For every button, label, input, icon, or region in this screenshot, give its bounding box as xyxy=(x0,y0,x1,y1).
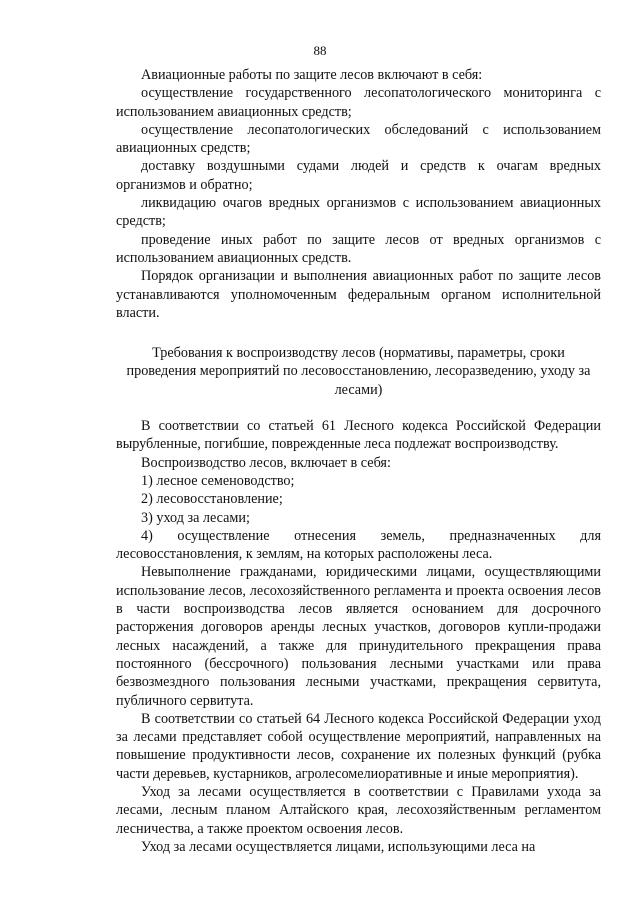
paragraph: доставку воздушными судами людей и средств к очагам вредных организмов и обратно; xyxy=(116,158,601,193)
paragraph: осуществление лесопатологических обследований с использованием авиационных средств; xyxy=(116,121,601,157)
document-body xyxy=(116,66,601,856)
list-item: 3) уход за лесами; xyxy=(141,509,250,526)
paragraph: ликвидацию очагов вредных организмов с использованием авиационных средств; xyxy=(116,195,601,230)
paragraph: проведение иных работ по защите лесов от вредных организмов с использованием авиационных средств. xyxy=(116,231,601,266)
list-item: 1) лесное семеноводство; xyxy=(141,472,295,489)
paragraph: Воспроизводство лесов, включает в себя: xyxy=(141,454,391,471)
paragraph: Авиационные работы по защите лесов включают в себя: xyxy=(141,67,483,83)
paragraph: Невыполнение гражданами, юридическими лицами, осуществляющими использование лесов, лесохозяйственного регламента и проекта освоения лесов в части воспроизводства лесов является основанием для досрочного расторжения договоров аренды лесных участков, договоров купли-продажи лесных насаждений, а также для принудительного прекращения права постоянного (бессрочного) пользования лесными участками или права безвозмездного пользования лесными участками, прекращения сервитута, публичного сервитута. xyxy=(116,564,601,709)
paragraph: осуществление государственного лесопатологического мониторинга с использованием авиационных средств; xyxy=(116,85,601,120)
section-heading: Требования к воспроизводству лесов (нормативы, параметры, сроки проведения мероприятий по лесовосстановлению, лесоразведению, уходу за лесами) xyxy=(126,345,591,398)
page-number: 88 xyxy=(313,43,327,58)
paragraph: В соответствии со статьей 61 Лесного кодекса Российской Федерации вырубленные, погибшие, поврежденные леса подлежат воспроизводству. xyxy=(116,418,601,453)
paragraph: Уход за лесами осуществляется в соответствии с Правилами ухода за лесами, лесным планом Алтайского края, лесохозяйственным регламентом лесничества, а также проектом освоения лесов. xyxy=(116,783,601,837)
paragraph: Порядок организации и выполнения авиационных работ по защите лесов устанавливаются уполномоченным федеральным органом исполнительной власти. xyxy=(116,268,601,321)
paragraph: Уход за лесами осуществляется лицами, использующими леса на xyxy=(141,838,536,855)
list-item: 2) лесовосстановление; xyxy=(141,491,283,508)
paragraph: В соответствии со статьей 64 Лесного кодекса Российской Федерации уход за лесами представляет собой осуществление мероприятий, направленных на повышение продуктивности лесов, сохранение их полезных функций (рубка части деревьев, кустарников, агролесомелиоративные и иные мероприятия). xyxy=(116,710,601,782)
list-item: 4) осуществление отнесения земель, предназначенных для лесовосстановления, к землям, на которых расположены леса. xyxy=(116,527,601,563)
